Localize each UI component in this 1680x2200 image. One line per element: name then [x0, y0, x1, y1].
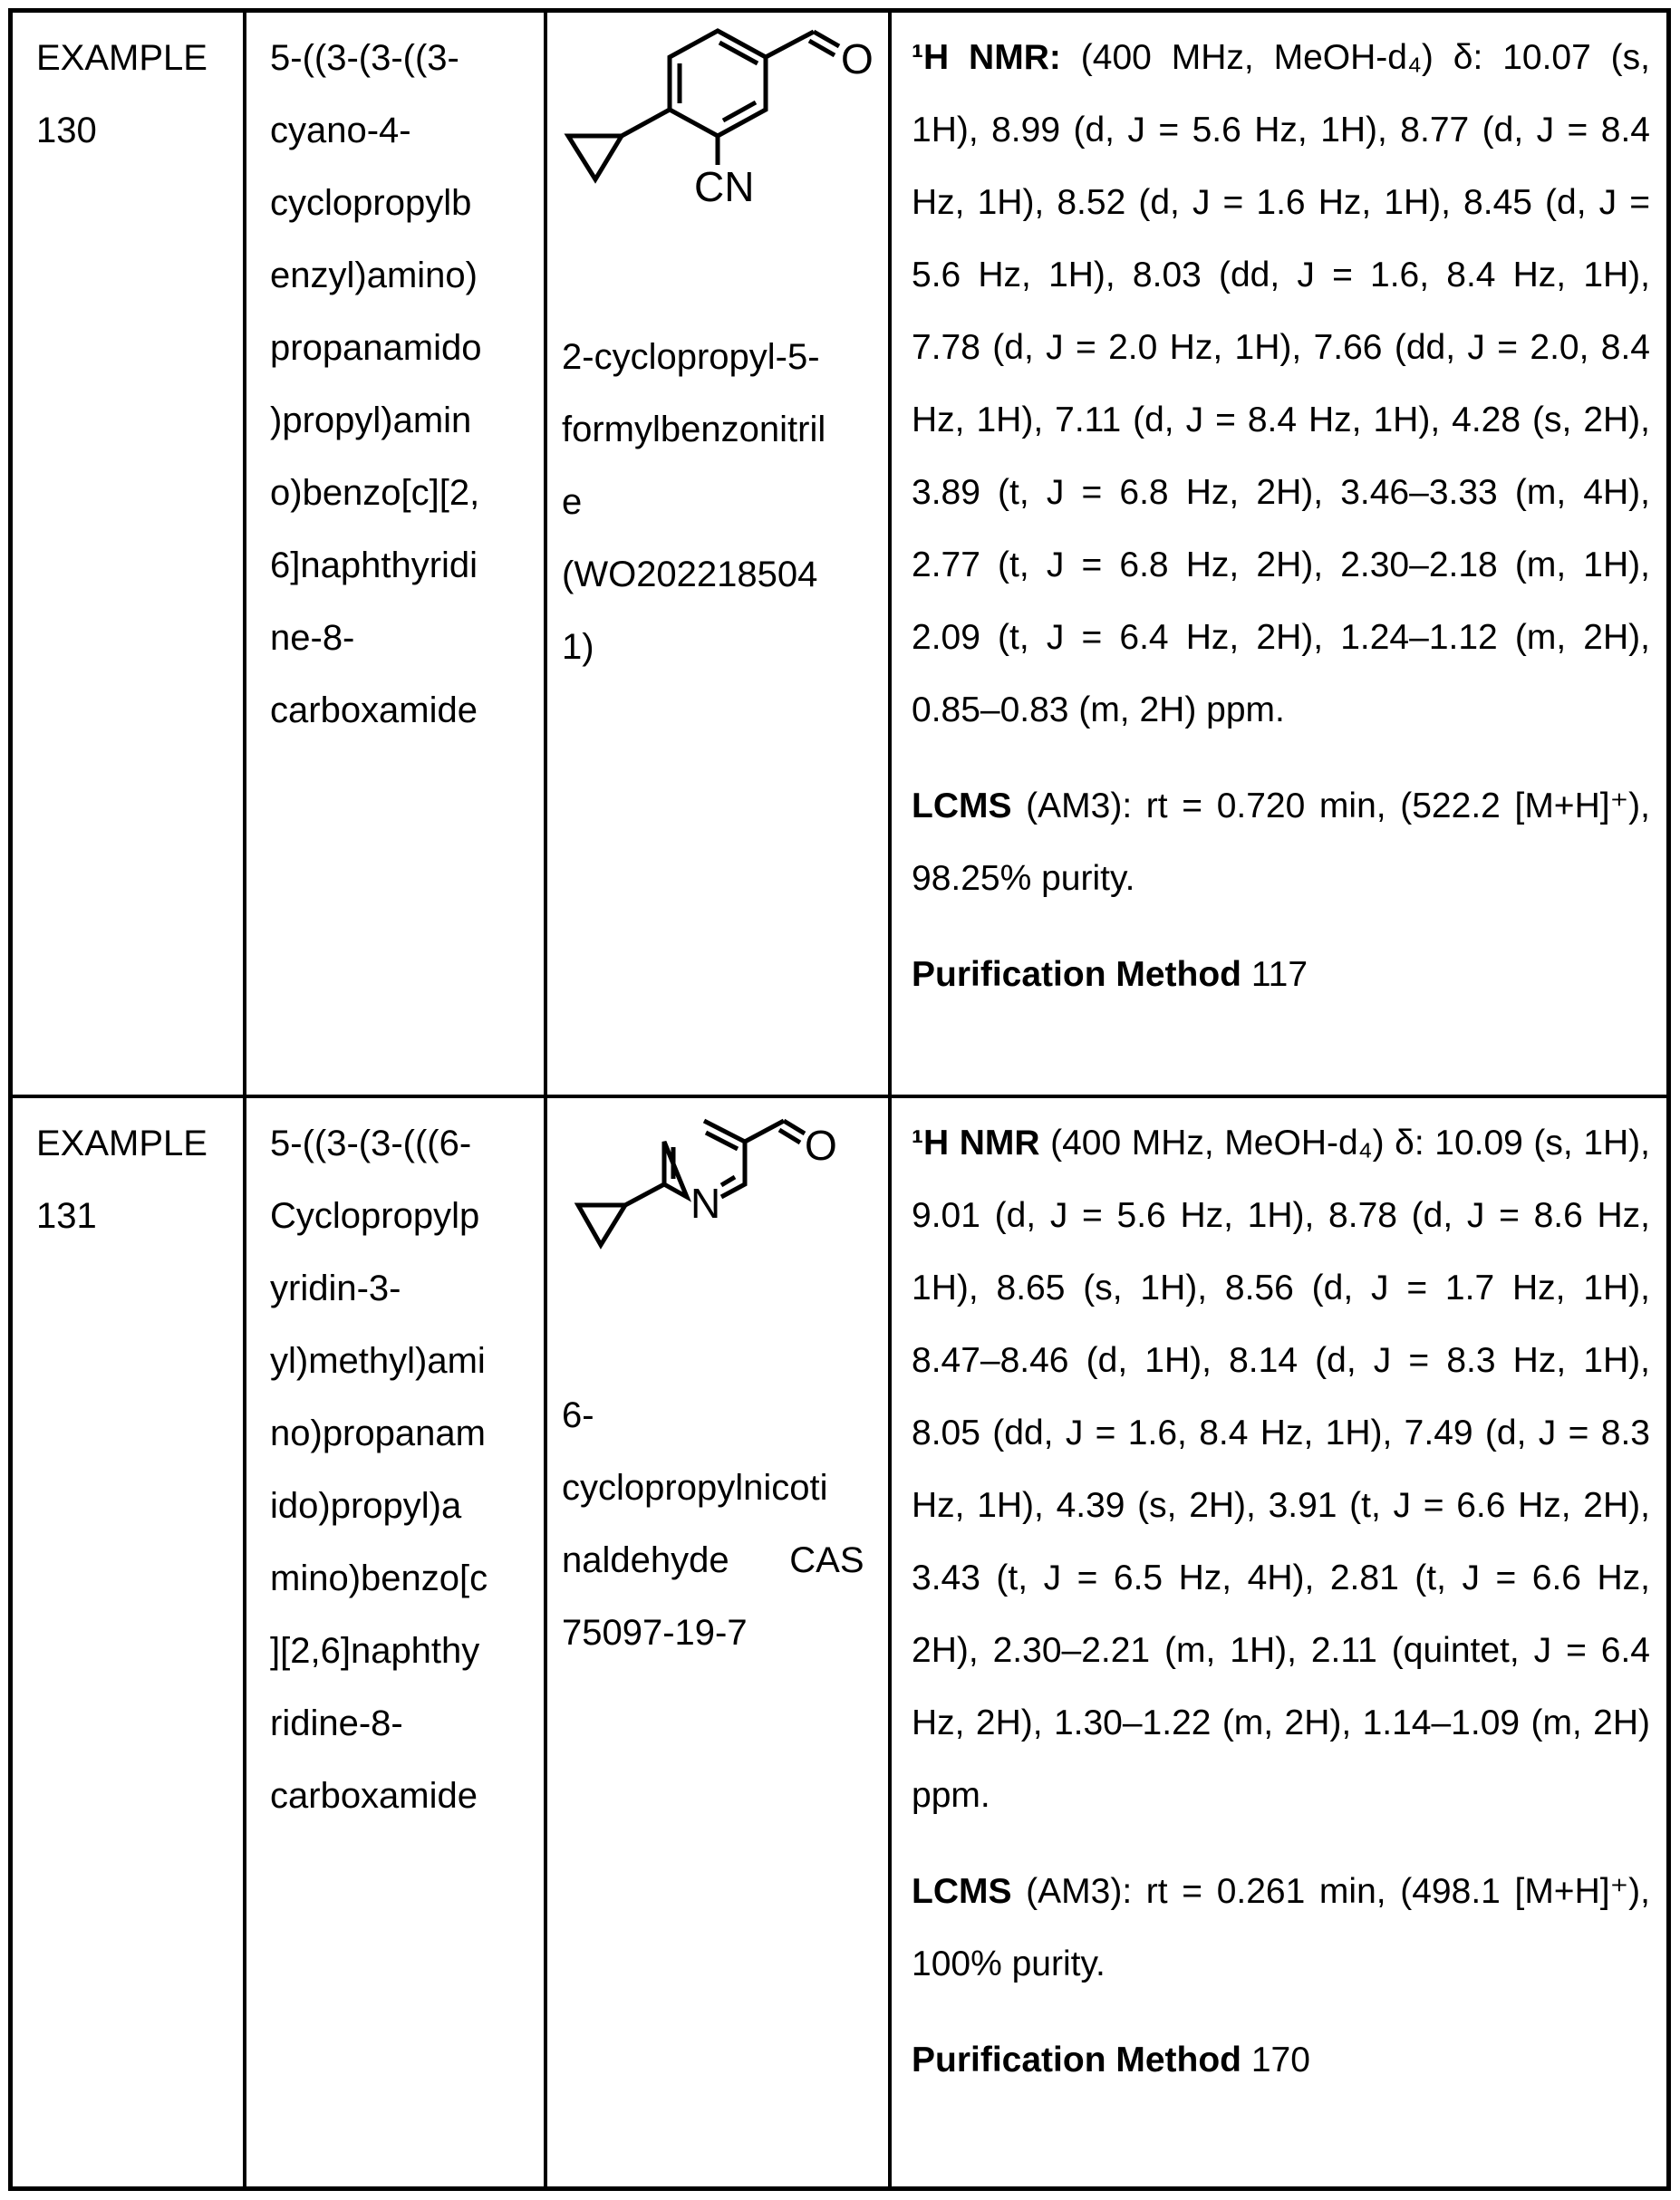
- cyclopropyl-ring: [568, 136, 622, 179]
- lcms-data: (AM3): rt = 0.720 min, (522.2 [M+H]⁺), 98.25% purity.: [912, 786, 1650, 898]
- oxygen-label: O: [805, 1122, 837, 1169]
- cyclopropyl-ring: [578, 1205, 625, 1245]
- ring-double-bond-bottomright: [721, 1177, 735, 1185]
- nmr-label: ¹H NMR: [912, 1124, 1040, 1163]
- structure-6-cyclopropylnicotinaldehyde-drawing: [562, 1107, 888, 1316]
- aldehyde-co-double-1: [784, 1121, 805, 1134]
- reagent-name: 6- cyclopropylnicoti naldehyde CAS 75097-19-7: [562, 1395, 864, 1653]
- aldehyde-bond: [766, 32, 814, 57]
- nmr-data: (400 MHz, MeOH-d₄) δ: 10.07 (s, 1H), 8.99 (d, J = 5.6 Hz, 1H), 8.77 (d, J = 8.4 Hz, 1H), 8.52 (d, J = 1.6 Hz, 1H), 8.45 (d, J = 5.6 Hz, 1H), 8.03 (dd, J = 1.6, 8.4 Hz, 1H), 7.78 (d, J = 2.0 Hz, 1H), 7.66 (dd, J = 2.0, 8.4 Hz, 1H), 7.11 (d, J = 8.4 Hz, 1H), 4.28 (s, 2H), 3.89 (t, J = 6.8 Hz, 2H), 3.46–3.33 (m, 4H), 2.77 (t, J = 6.8 Hz, 2H), 2.30–2.18 (m, 1H), 2.09 (t, J = 6.4 Hz, 2H), 1.24–1.12 (m, 2H), 0.85–0.83 (m, 2H) ppm.: [912, 38, 1651, 729]
- analytics-cell: [892, 13, 1666, 1098]
- oxygen-label: O: [841, 35, 874, 82]
- structure-cell: [547, 13, 892, 1098]
- lcms-paragraph: [912, 1856, 1650, 2001]
- nmr-paragraph: [912, 22, 1650, 747]
- purification-value: 170: [1250, 2041, 1310, 2079]
- aldehyde-bond: [745, 1121, 784, 1142]
- examples-table: [8, 8, 1671, 2191]
- purification-paragraph: [912, 2024, 1650, 2097]
- nmr-paragraph: [912, 1107, 1650, 1832]
- cyclopropyl-bond: [625, 1184, 664, 1205]
- nitrogen-label: N: [690, 1180, 721, 1227]
- cyano-group-label: CN: [694, 163, 755, 210]
- compound-name-cell: 5-((3-(3-((3- cyano-4- cyclopropylb enzyl)amino) propanamido )propyl)amin o)benzo[c][2, 6]naphthyridi ne-8- carboxamide: [246, 13, 547, 1098]
- analytics-cell: [892, 1098, 1666, 2186]
- structure-2-cyclopropyl-5-formylbenzonitrile-drawing: [562, 22, 888, 230]
- purification-paragraph: [912, 939, 1650, 1011]
- purification-label: Purification Method: [912, 2041, 1241, 2079]
- benzene-ring: [670, 31, 766, 136]
- reagent-name: 2-cyclopropyl-5- formylbenzonitril e (WO202218504 1): [562, 337, 826, 667]
- lcms-label: LCMS: [912, 1872, 1012, 1911]
- lcms-label: LCMS: [912, 786, 1012, 825]
- ring-double-bond-topright: [719, 43, 758, 63]
- compound-name-cell: 5-((3-(3-(((6- Cyclopropylp yridin-3- yl)methyl)ami no)propanam ido)propyl)a mino)benzo[c ][2,6]naphthy ridine-8- carboxamide: [246, 1098, 547, 2186]
- nmr-data: (400 MHz, MeOH-d₄) δ: 10.09 (s, 1H), 9.01 (d, J = 5.6 Hz, 1H), 8.78 (d, J = 8.6 Hz, 1H), 8.65 (s, 1H), 8.56 (d, J = 1.7 Hz, 1H), 8.47–8.46 (d, 1H), 8.14 (d, J = 8.3 Hz, 1H), 8.05 (dd, J = 1.6, 8.4 Hz, 1H), 7.49 (d, J = 8.3 Hz, 1H), 4.39 (s, 2H), 3.91 (t, J = 6.6 Hz, 2H), 3.43 (t, J = 6.5 Hz, 4H), 2.81 (t, J = 6.6 Hz, 2H), 2.30–2.21 (m, 1H), 2.11 (quintet, J = 6.4 Hz, 2H), 1.30–1.22 (m, 2H), 1.14–1.09 (m, 2H) ppm.: [912, 1124, 1650, 1815]
- lcms-data: (AM3): rt = 0.261 min, (498.1 [M+H]⁺), 100% purity.: [912, 1872, 1650, 1983]
- aldehyde-co-double-2: [779, 1130, 800, 1143]
- nmr-label: ¹H NMR:: [912, 38, 1061, 77]
- structure-cell: [547, 1098, 892, 2186]
- example-number-cell: EXAMPLE 131: [13, 1098, 246, 2186]
- lcms-paragraph: [912, 770, 1650, 915]
- example-number-cell: EXAMPLE 130: [13, 13, 246, 1098]
- purification-label: Purification Method: [912, 955, 1241, 994]
- purification-value: 117: [1250, 955, 1308, 994]
- cyclopropyl-bond: [622, 110, 670, 136]
